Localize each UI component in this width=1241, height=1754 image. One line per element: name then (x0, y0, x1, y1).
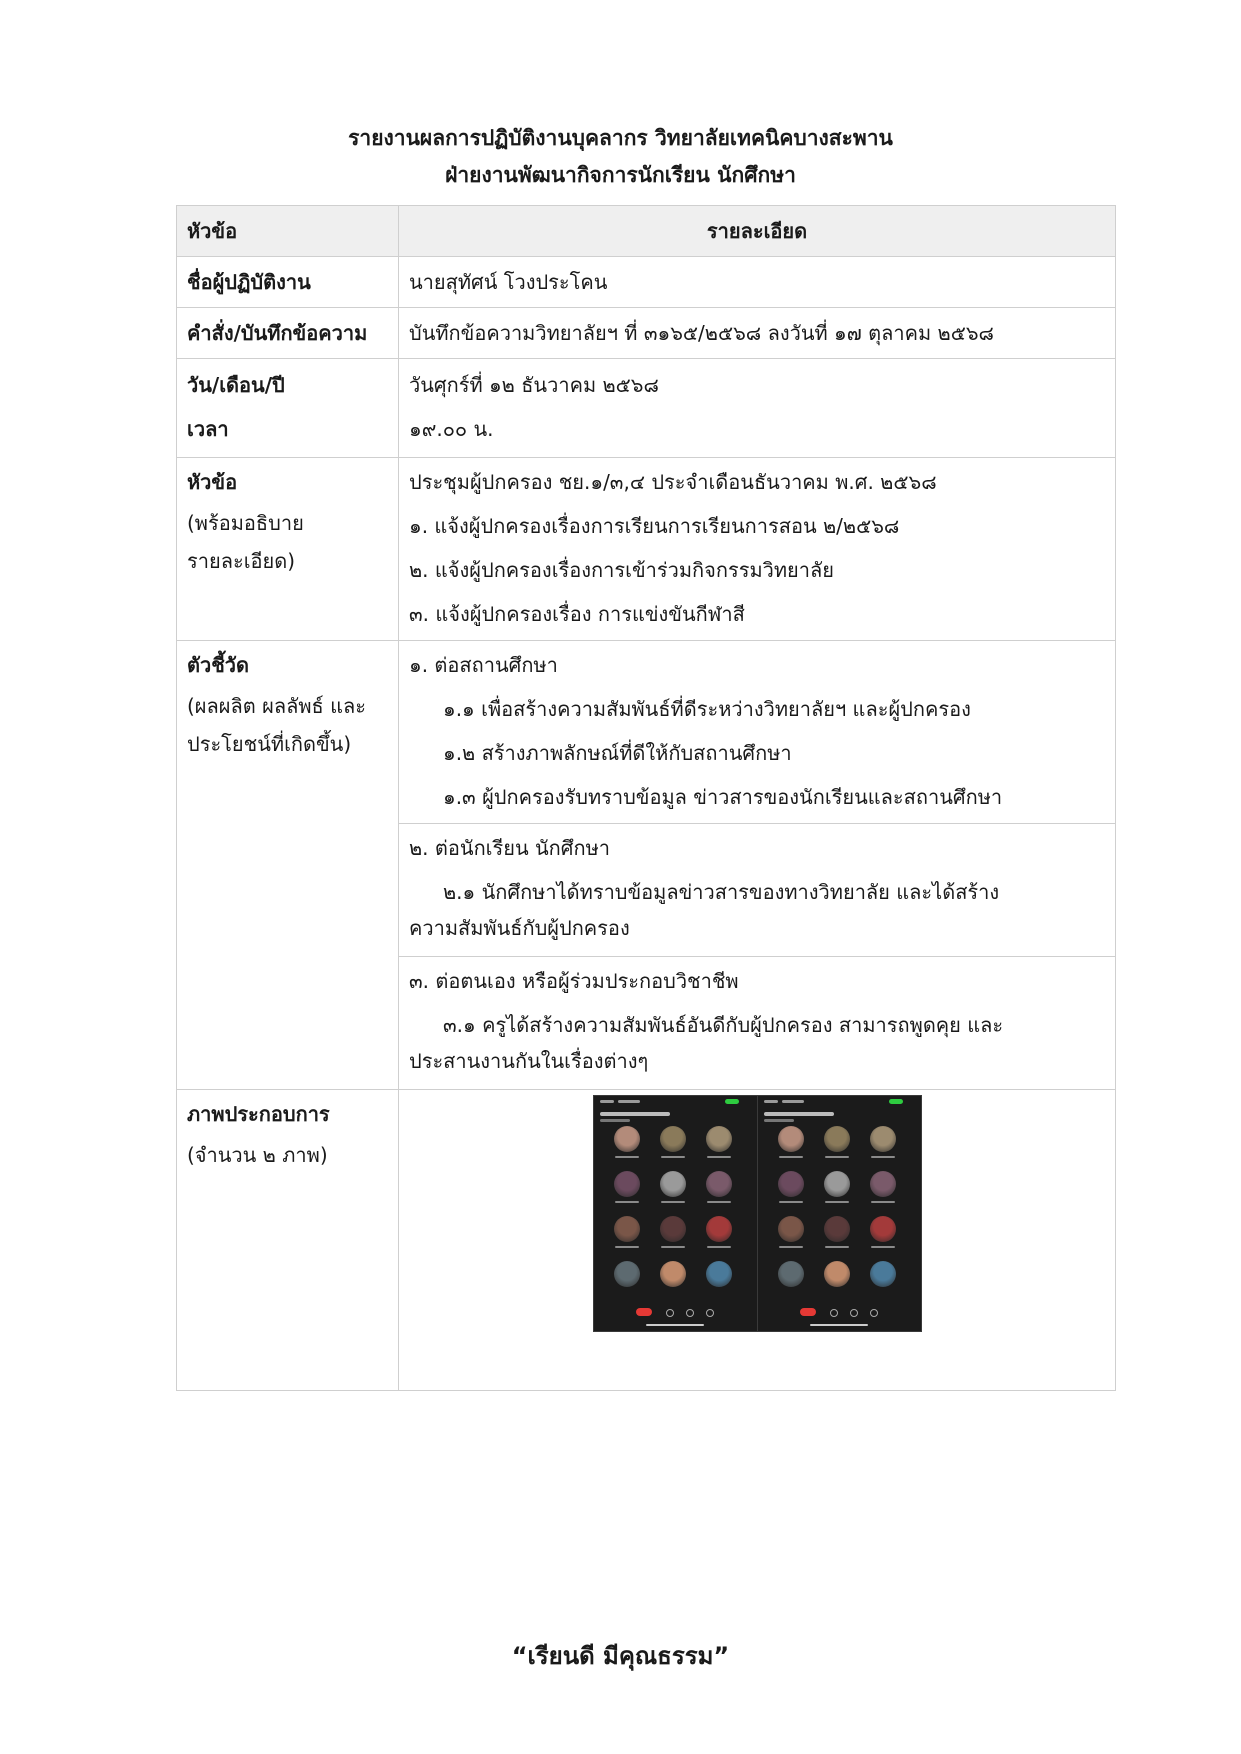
photo-label: ภาพประกอบการ (187, 1102, 330, 1126)
date-value: วันศุกร์ที่ ๑๒ ธันวาคม ๒๕๖๘ (409, 373, 659, 397)
participant-name-bar (779, 1156, 803, 1158)
participant-avatar (660, 1171, 686, 1197)
topic-line-3: ๓. แจ้งผู้ปกครองเรื่อง การแข่งขันกีฬาสี (409, 602, 745, 626)
row-indicator-1 (177, 641, 1116, 824)
end-call-icon (636, 1308, 652, 1316)
indicator-sub2: ประโยชน์ที่เกิดขึ้น) (187, 732, 352, 756)
participant-name-bar (825, 1201, 849, 1203)
indicator-1-item-2: ๑.๓ ผู้ปกครองรับทราบข้อมูล ข่าวสารของนักเรียนและสถานศึกษา (443, 785, 1003, 809)
indicator-2-head: ๒. ต่อนักเรียน นักศึกษา (409, 836, 611, 860)
header-detail: รายละเอียด (399, 206, 1116, 257)
topic-line-1: ๑. แจ้งผู้ปกครองเรื่องการเรียนการเรียนการสอน ๒/๒๕๖๘ (409, 514, 900, 538)
call-header (764, 1112, 834, 1116)
indicator-3-text-b: ประสานงานกันในเรื่องต่างๆ (409, 1049, 649, 1073)
time-label: เวลา (187, 417, 229, 441)
participant-avatar (706, 1216, 732, 1242)
indicator-1-head: ๑. ต่อสถานศึกษา (409, 653, 558, 677)
more-icon (706, 1309, 714, 1317)
participant-avatar (824, 1126, 850, 1152)
participant-avatar (870, 1171, 896, 1197)
report-table (176, 205, 1116, 1391)
participant-avatar (778, 1261, 804, 1287)
participant-avatar (660, 1216, 686, 1242)
participant-name-bar (661, 1201, 685, 1203)
participant-avatar (706, 1126, 732, 1152)
topic-line-2: ๒. แจ้งผู้ปกครองเรื่องการเข้าร่วมกิจกรรมวิทยาลัย (409, 558, 834, 582)
participant-avatar (614, 1171, 640, 1197)
participant-avatar (706, 1261, 732, 1287)
participant-avatar (706, 1171, 732, 1197)
order-label: คำสั่ง/บันทึกข้อความ (187, 321, 368, 345)
camera-icon (686, 1309, 694, 1317)
participant-name-bar (661, 1156, 685, 1158)
video-call-screenshot-2 (757, 1095, 922, 1332)
header-topic: หัวข้อ (177, 206, 399, 257)
participant-avatar (870, 1126, 896, 1152)
row-date-time (177, 359, 1116, 458)
participant-name-bar (707, 1201, 731, 1203)
participant-avatar (614, 1216, 640, 1242)
home-indicator (810, 1324, 868, 1326)
participant-avatar (870, 1216, 896, 1242)
participant-avatar (660, 1261, 686, 1287)
participant-name-bar (707, 1156, 731, 1158)
row-performer (177, 257, 1116, 308)
indicator-2-text-a: ๒.๑ นักศึกษาได้ทราบข้อมูลข่าวสารของทางวิทยาลัย และได้สร้าง (443, 880, 1000, 904)
participant-avatar (778, 1171, 804, 1197)
report-title-line1: รายงานผลการปฏิบัติงานบุคลากร วิทยาลัยเทคนิคบางสะพาน (348, 126, 893, 150)
topic-sub2: รายละเอียด) (187, 549, 296, 573)
indicator-3-head: ๓. ต่อตนเอง หรือผู้ร่วมประกอบวิชาชีพ (409, 969, 739, 993)
participant-name-bar (615, 1246, 639, 1248)
participant-name-bar (825, 1246, 849, 1248)
participant-name-bar (779, 1246, 803, 1248)
call-subheader (600, 1119, 630, 1122)
indicator-2-body (409, 870, 1105, 950)
participant-avatar (660, 1126, 686, 1152)
date-label: วัน/เดือน/ปี (187, 373, 285, 397)
report-title-line2: ฝ่ายงานพัฒนากิจการนักเรียน นักศึกษา (445, 163, 796, 187)
indicator-2-text-b: ความสัมพันธ์กับผู้ปกครอง (409, 916, 630, 940)
participant-name-bar (871, 1201, 895, 1203)
status-pill (889, 1099, 903, 1104)
time-value: ๑๙.๐๐ น. (409, 417, 494, 441)
indicator-sub1: (ผลผลิต ผลลัพธ์ และ (187, 694, 366, 718)
end-call-icon (800, 1308, 816, 1316)
photo-sub: (จำนวน ๒ ภาพ) (187, 1143, 328, 1167)
order-value: บันทึกข้อความวิทยาลัยฯ ที่ ๓๑๖๕/๒๕๖๘ ลงวันที่ ๑๗ ตุลาคม ๒๕๖๘ (409, 321, 994, 345)
participant-avatar (614, 1126, 640, 1152)
photo-area (399, 1090, 1115, 1388)
participant-avatar (778, 1216, 804, 1242)
participant-avatar (824, 1216, 850, 1242)
more-icon (870, 1309, 878, 1317)
mic-icon (830, 1309, 838, 1317)
camera-icon (850, 1309, 858, 1317)
row-topic (177, 458, 1116, 641)
participant-avatar (824, 1261, 850, 1287)
mic-icon (666, 1309, 674, 1317)
indicator-1-item-1: ๑.๒ สร้างภาพลักษณ์ที่ดีให้กับสถานศึกษา (443, 741, 792, 765)
participant-avatar (824, 1171, 850, 1197)
call-subheader (764, 1119, 794, 1122)
indicator-label: ตัวชี้วัด (187, 653, 250, 677)
performer-value: นายสุทัศน์ โวงประโคน (409, 270, 608, 294)
participant-name-bar (871, 1246, 895, 1248)
status-pill (725, 1099, 739, 1104)
participant-name-bar (615, 1201, 639, 1203)
topic-sub1: (พร้อมอธิบาย (187, 511, 304, 535)
participant-name-bar (871, 1156, 895, 1158)
home-indicator (646, 1324, 704, 1326)
participant-name-bar (661, 1246, 685, 1248)
participant-name-bar (825, 1156, 849, 1158)
row-order (177, 308, 1116, 359)
school-motto: “เรียนดี มีคุณธรรม” (511, 1642, 730, 1670)
call-header (600, 1112, 670, 1116)
participant-name-bar (779, 1201, 803, 1203)
topic-line-0: ประชุมผู้ปกครอง ชย.๑/๓,๔ ประจำเดือนธันวาคม พ.ศ. ๒๕๖๘ (409, 470, 937, 494)
performer-label: ชื่อผู้ปฏิบัติงาน (187, 270, 311, 294)
participant-avatar (778, 1126, 804, 1152)
participant-name-bar (707, 1246, 731, 1248)
indicator-3-text-a: ๓.๑ ครูได้สร้างความสัมพันธ์อันดีกับผู้ปกครอง สามารถพูดคุย และ (443, 1013, 1004, 1037)
participant-avatar (870, 1261, 896, 1287)
indicator-1-item-0: ๑.๑ เพื่อสร้างความสัมพันธ์ที่ดีระหว่างวิทยาลัยฯ และผู้ปกครอง (443, 697, 971, 721)
row-photos (177, 1090, 1116, 1391)
participant-avatar (614, 1261, 640, 1287)
topic-label: หัวข้อ (187, 470, 238, 494)
table-header-row (177, 206, 1116, 257)
video-call-screenshot-1 (593, 1095, 758, 1332)
participant-name-bar (615, 1156, 639, 1158)
indicator-3-body (409, 1003, 1105, 1083)
